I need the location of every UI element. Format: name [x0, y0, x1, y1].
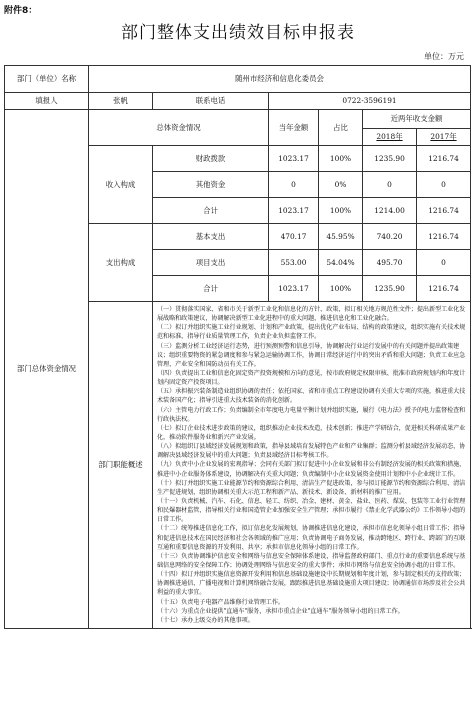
- income-2017: 0: [417, 172, 471, 198]
- duty-item: （三）监测分析工业经济运行态势，进行预测预警和信息引导，协调解决行业运行发展中的有关问题并提出政策建议；组织重要物资的紧急调度和参与紧急运输协调工作，协调日常经济运行中的突出矛盾和重大问题；负责工业应急管理、产业安全和国防动员有关工作。: [157, 342, 466, 368]
- expense-2018: 1235.90: [363, 276, 417, 302]
- duty-item: （十七）承办上级交办的其他事项。: [157, 616, 254, 624]
- expense-current: 553.00: [269, 250, 319, 276]
- expense-name: 基本支出: [153, 224, 269, 250]
- expense-name: 项目支出: [153, 250, 269, 276]
- income-2017: 1216.74: [417, 146, 471, 172]
- expense-current: 1023.17: [269, 276, 319, 302]
- expense-label: 支出构成: [89, 224, 153, 302]
- duty-item: （十一）负责机械、汽车、石化、信息、轻工、纺织、冶金、建材、黄金、盐业、医药、煤炭、包装等工业行业管理和民爆器材监管，指导相关行业和国造管企业加强安全生产管理；承担市履行《禁止化学武器公约》工作领导小组的日常工作。: [157, 497, 466, 524]
- ratio-header: 占比: [319, 110, 363, 146]
- income-ratio: 0%: [319, 172, 363, 198]
- phone-value: 0722-3596191: [269, 93, 471, 110]
- expense-2017: 1216.74: [417, 224, 471, 250]
- filler-name: 张帆: [89, 93, 153, 110]
- duty-item: （十六）为重点企业提供"直通车"服务，承担市重点企业"直通车"服务领导小组的日常工作。: [157, 607, 404, 615]
- income-2018: 1235.90: [363, 146, 417, 172]
- income-name: 其他资金: [153, 172, 269, 198]
- duty-item: （十三）负责协调维护信息安全和网络与信息安全保障体系建设，指导监督政府部门、重点行业的重要信息系统与基础信息网络的安全保障工作；协调处理网络与信息安全的重大事件；承担市网络与信息安全协调小组的日常工作。: [157, 552, 466, 569]
- overall-header: 总体资金情况: [89, 110, 269, 146]
- duty-item: （一）贯彻落实国家、省和市关于新型工业化和信息化的方针、政策，拟订相关地方规范性文件；提出新型工业化发展战略和政策建议，协调解决新型工业化进程中的重大问题，推进信息化和工业化融合。: [157, 306, 466, 323]
- income-2018: 1214.00: [363, 198, 417, 224]
- income-2017: 1216.74: [417, 198, 471, 224]
- expense-2018: 495.70: [363, 250, 417, 276]
- duty-item: （十五）负责电子电器产品维修行业管理工作。: [157, 598, 284, 606]
- expense-2017: 0: [417, 250, 471, 276]
- duty-item: （七）拟订企业技术进步政策的建议，组织推动企业技术改造，技术创新；推进产学研结合，促进相关科研成果产业化，推动软件服务业和新兴产业发展。: [157, 424, 466, 441]
- duty-item: （八）拟组织订县域经济发展规划和政策，指导县域培育发展特色产业和产业集群；监测分析县域经济发展动态，协调解决县域经济发展中的重大问题；负责县域经济目标考核工作。: [157, 443, 466, 460]
- expense-2018: 740.20: [363, 224, 417, 250]
- expense-ratio: 45.95%: [319, 224, 363, 250]
- attachment-label: 附件8：: [4, 6, 38, 16]
- duty-item: （六）主管电力行政工作；负责编制全市年度电力电量平衡计划并组织实施，履行《电力法》授予的电力监督检查和行政执法权。: [157, 406, 466, 423]
- duty-item: （十）拟订并组织实施工业能源节约和资源综合利用、清洁生产促进政策，参与拟订能源节约和资源综合利用、清洁生产促进规划，组织协调相关重大示范工程和新产品、新技术、新设备、新材料的推广应用。: [157, 479, 466, 496]
- income-current: 0: [269, 172, 319, 198]
- current-header: 当年金额: [269, 110, 319, 146]
- duties-content: [153, 302, 471, 629]
- unit-label: 单位：万元: [424, 52, 464, 61]
- duties-label: 部门职能概述: [89, 302, 153, 629]
- performance-target-table: [4, 65, 471, 629]
- expense-name: 合计: [153, 276, 269, 302]
- year-2017-header: 2017年: [417, 129, 471, 146]
- expense-ratio: 100%: [319, 276, 363, 302]
- income-ratio: 100%: [319, 198, 363, 224]
- income-2018: 0: [363, 172, 417, 198]
- filler-label: 填报人: [5, 93, 89, 110]
- dept-label: 部门（单位）名称: [5, 66, 89, 93]
- recent-header: 近两年收支金额: [363, 110, 471, 129]
- duty-item: （十二）统筹推进信息化工作，拟订信息化发展规划，协调推进信息化建设，承担市信息化领导小组日常工作；指导和促进信息技术在国民经济和社会各领域的推广应用；负责协调电子商务发展，推动跨地区、跨行业、跨部门的互联互通和重要信息资源的开发利用、共享；承担市信息化领导小组的日常工作。: [157, 525, 466, 551]
- dept-row: [5, 66, 471, 93]
- page-title: 部门整体支出绩效目标申报表: [121, 23, 355, 43]
- income-current: 1023.17: [269, 146, 319, 172]
- expense-ratio: 54.04%: [319, 250, 363, 276]
- filler-row: [5, 93, 471, 110]
- income-name: 财政拨款: [153, 146, 269, 172]
- income-ratio: 100%: [319, 146, 363, 172]
- expense-2017: 1216.74: [417, 276, 471, 302]
- phone-label: 联系电话: [153, 93, 269, 110]
- duty-item: （五）承担振兴装备制造业组织协调的责任；依托国家、省和市重点工程建设协调有关重大专项的实施，推进重大技术装备国产化；指导引进重大技术装备的消化创新。: [157, 388, 466, 405]
- income-current: 1023.17: [269, 198, 319, 224]
- expense-current: 470.17: [269, 224, 319, 250]
- funds-section-label: 部门总体资金情况: [5, 110, 89, 629]
- duty-item: （九）负责中小企业发展的宏观指导；会同有关部门拟订促进中小企业发展和非公有制经济发展的相关政策和措施，推进中小企业服务体系建设，协调解决有关重大问题；负责编制中小企业发展资金使用计划和中小企业统计工作。: [157, 461, 466, 478]
- income-label: 收入构成: [89, 146, 153, 224]
- duty-item: （二）拟订并组织实施工业行业规划、计划和产业政策，提出优化产业布局、结构的政策建议，组织实施有关技术规范和标准，指导行业质量管理工作，负责企业负担监督工作。: [157, 324, 466, 341]
- duty-item: （四）负责提出工业和信息化固定资产投资规模和方向的意见，按市政府规定权限审核、批准市政府规划内和年度计划内固定资产投资项目。: [157, 369, 466, 387]
- dept-value: 随州市经济和信息化委员会: [89, 66, 471, 93]
- year-2018-header: 2018年: [363, 129, 417, 146]
- funds-header-row-1: [5, 110, 471, 129]
- duty-item: （十四）拟订并组织实施信息资源开发利用和信息基础设施建设中长期规划和年度计划，参与制定相关的支持政策；协调推进通信、广播电视和计算机网络融合发展，跟踪推进信息基础设施重大项目建设；协调通信市场涉及社会公共利益的重大事宜。: [157, 571, 466, 597]
- income-name: 合计: [153, 198, 269, 224]
